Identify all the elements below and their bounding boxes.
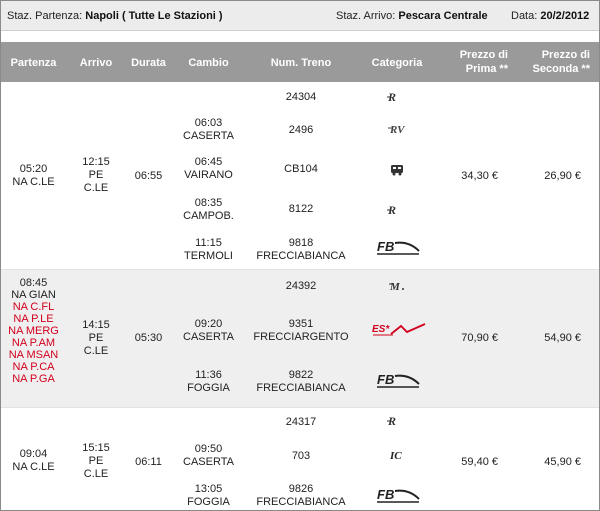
train-number: 24392 [285,280,317,292]
frecciargento-icon [371,320,427,338]
price-second[interactable]: 45,90 € [544,456,581,468]
col-prezzo-seconda [516,48,590,76]
train-number: 9818 [288,237,314,249]
train-number: 9826 [288,483,314,495]
duration: 06:55 [134,170,163,182]
train-cell [246,318,356,344]
date-value: 20/2/2012 [540,10,590,22]
departure-cell [1,448,66,474]
col-categoria: Categoria [371,57,423,69]
arrival-time: 14:15 [82,319,110,331]
departure-station-alt: NA P.LE [13,313,54,325]
change-station: FOGGIA [187,496,230,508]
departure-cell [1,277,66,385]
col-num-treno: Num. Treno [270,57,332,69]
train-cell [246,237,356,263]
departure-station-alt: NA C.FL [12,301,55,313]
change-station: TERMOLI [184,250,233,262]
svg-text:FB: FB [377,487,395,502]
search-summary-bar [1,1,599,31]
departure-summary [7,10,223,22]
change-time: 09:20 [194,318,223,330]
arrival-station-line2: C.LE [83,182,109,194]
change-station: CAMPOB. [183,210,234,222]
departure-time: 09:04 [19,448,48,460]
change-cell [171,156,246,182]
col-partenza: Partenza [10,57,57,69]
change-station: CASERTA [183,456,234,468]
svg-text:RV: RV [390,124,405,136]
change-cell [171,237,246,263]
departure-time: 05:20 [19,163,48,175]
train-number: 9822 [288,369,314,381]
train-cell [246,483,356,509]
train-name: FRECCIARGENTO [253,331,349,343]
change-station: CASERTA [183,130,234,142]
arrival-station-line1: PE [88,169,104,181]
arrival-cell [66,156,126,195]
departure-cell [1,163,66,189]
change-time: 09:50 [194,443,223,455]
train-name: FRECCIABIANCA [256,250,346,262]
change-time: 06:45 [194,156,223,168]
svg-text:M: M [390,281,400,293]
solution-row[interactable] [1,408,599,511]
train-number: 703 [291,450,311,462]
svg-text:FB: FB [377,239,395,254]
col-prezzo-prima-line2: Prima ** [465,63,508,75]
svg-text:R: R [388,414,397,428]
arrival-summary [336,10,488,22]
arrival-time: 12:15 [82,156,110,168]
change-cell [171,443,246,469]
arrival-station-line2: C.LE [83,345,109,357]
departure-time: 08:45 [19,277,48,289]
train-number: 24317 [285,416,317,428]
col-durata: Durata [131,57,166,69]
train-number: 2496 [288,124,314,136]
change-station: CASERTA [183,331,234,343]
col-prezzo-prima-line1: Prezzo di [459,49,508,61]
frecciabianca-icon [375,485,421,505]
change-time: 08:35 [194,197,223,209]
departure-station: NA GIAN [11,289,56,301]
train-name: FRECCIABIANCA [256,496,346,508]
price-first[interactable]: 59,40 € [461,456,498,468]
train-number: 9351 [288,318,314,330]
change-cell [171,318,246,344]
change-time: 11:15 [195,237,222,249]
col-arrivo: Arrivo [79,57,113,69]
train-cell [246,369,356,395]
table-header [1,42,599,82]
arrival-station-line2: C.LE [83,468,109,480]
departure-station-alt: NA MSAN [8,349,59,361]
metropolitano-icon [389,279,405,293]
price-first[interactable]: 34,30 € [461,170,498,182]
col-cambio: Cambio [188,57,229,69]
intercity-icon [389,448,405,462]
svg-text:FB: FB [377,372,395,387]
svg-text:IC: IC [390,450,402,462]
duration: 06:11 [135,456,162,468]
change-cell [171,483,246,509]
solution-row[interactable] [1,270,599,408]
regionale-veloce-icon [388,122,406,136]
arrival-label: Staz. Arrivo: [336,10,396,22]
price-first[interactable]: 70,90 € [461,332,498,344]
train-number: CB104 [284,163,318,175]
svg-text:R: R [388,90,397,104]
change-cell [171,369,246,395]
col-prezzo-prima [438,48,508,76]
svg-text:ES*: ES* [372,324,390,335]
change-time: 11:36 [195,369,222,381]
bus-icon [390,164,404,176]
arrival-station-line1: PE [88,332,104,344]
train-number: 8122 [288,203,314,215]
col-prezzo-seconda-line2: Seconda ** [532,63,590,75]
svg-text:R: R [388,203,397,217]
departure-label: Staz. Partenza: [7,10,83,22]
change-station: VAIRANO [184,169,233,181]
change-cell [171,197,246,223]
duration: 05:30 [134,332,163,344]
departure-station-alt: NA P.CA [12,361,55,373]
arrival-time: 15:15 [82,442,110,454]
frecciabianca-icon [375,237,421,257]
departure-station-alt: NA MERG [8,325,59,337]
train-number: 24304 [285,91,317,103]
price-second[interactable]: 26,90 € [544,170,581,182]
change-cell [171,117,246,143]
price-second[interactable]: 54,90 € [544,332,581,344]
departure-station: NA C.LE [12,176,55,188]
regionale-icon [387,203,401,217]
regionale-icon [387,414,401,428]
arrival-station-line1: PE [88,455,104,467]
train-name: FRECCIABIANCA [256,382,346,394]
departure-value: Napoli ( Tutte Le Stazioni ) [85,10,223,22]
change-station: FOGGIA [187,382,230,394]
frecciabianca-icon [375,370,421,390]
departure-station-alt: NA P.AM [11,337,56,349]
departure-station-alt: NA P.GA [12,373,55,385]
arrival-cell [66,319,126,358]
departure-station: NA C.LE [12,461,55,473]
col-prezzo-seconda-line1: Prezzo di [541,49,590,61]
date-label: Data: [511,10,538,22]
date-summary [511,10,589,22]
change-time: 06:03 [194,117,223,129]
arrival-cell [66,442,126,481]
change-time: 13:05 [194,483,223,495]
solution-row[interactable] [1,82,599,270]
arrival-value: Pescara Centrale [398,10,488,22]
regionale-icon [387,90,401,104]
